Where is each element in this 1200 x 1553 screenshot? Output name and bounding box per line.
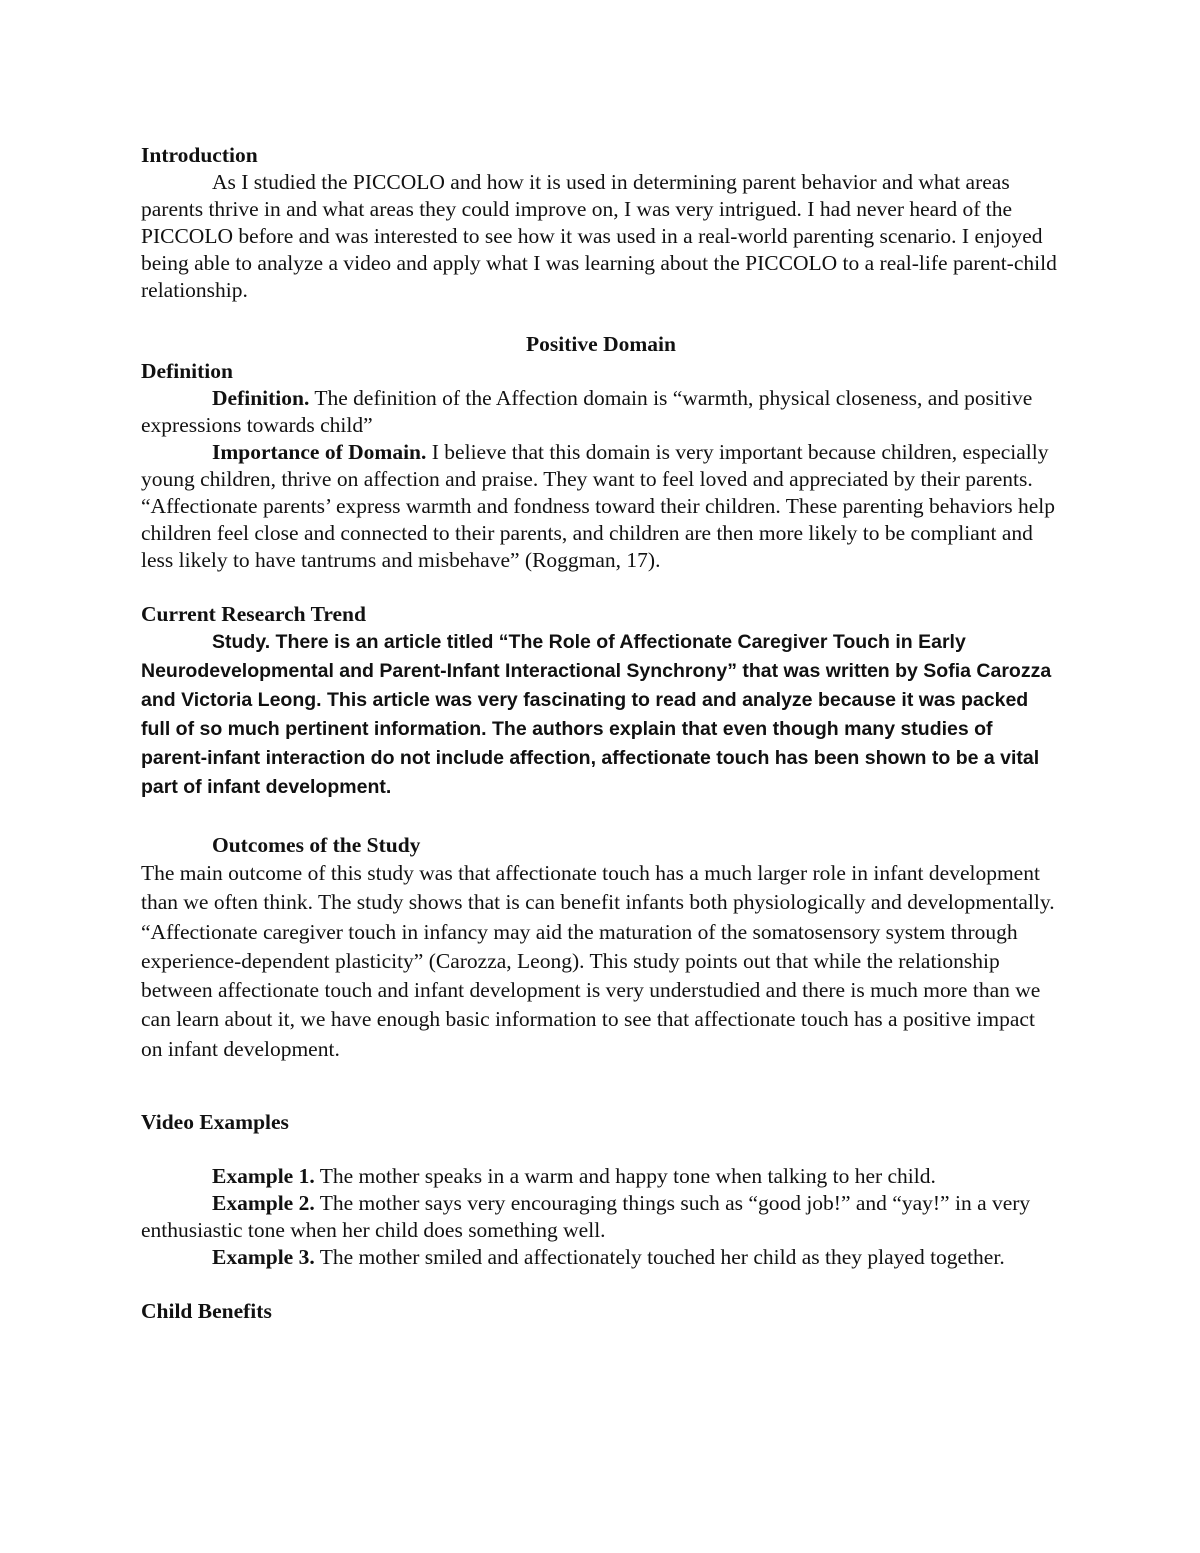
definition-text: The definition of the Affection domain is “warmth, physical closeness, and positive expressions towards child” [141,386,1033,437]
example-1-text: The mother speaks in a warm and happy tone when talking to her child. [314,1164,936,1189]
example-2-text: The mother says very encouraging things such as “good job!” and “yay!” in a very enthusiastic tone when her child does something well. [141,1191,1031,1243]
example-3-label: Example 3. [212,1245,315,1270]
research-trend-heading: Current Research Trend [141,602,366,626]
child-benefits-heading: Child Benefits [141,1299,272,1324]
example-1-label: Example 1. [212,1164,315,1189]
outcomes-paragraph: The main outcome of this study was that affectionate touch has a much larger role in infant development than we often think. The study shows that is can benefit infants both physiologically and developmentally. “Affectionate caregiver touch in infancy may aid the maturation of the somatosensory system through experience-dependent plasticity” (Carozza, Leong). This study points out that while the relationship between affectionate touch and infant development is very understudied and there is much more than we can learn about it, we have enough basic information to see that affectionate touch has a positive impact on infant development. [141,861,1055,1061]
study-paragraph: Study. There is an article titled “The Role of Affectionate Caregiver Touch in Early Neurodevelopmental and Parent-Infant Interactional Synchrony” that was written by Sofia Carozza and Victoria Leong. This article was very fascinating to read and analyze because it was packed full of so much pertinent information. The authors explain that even though many studies of parent-infant interaction do not include affection, affectionate touch has been shown to be a vital part of infant development. [141,631,1052,798]
example-3-text: The mother smiled and affectionately touched her child as they played together. [314,1245,1005,1270]
positive-domain-title: Positive Domain [526,332,676,356]
introduction-paragraph: As I studied the PICCOLO and how it is used in determining parent behavior and what areas parents thrive in and what areas they could improve on, I was very intrigued. I had never heard of the PICCOLO before and was interested to see how it was used in a real-world parenting scenario. I enjoyed being able to analyze a video and apply what I was learning about the PICCOLO to a real-life parent-child relationship. [141,170,1057,302]
importance-paragraph [141,439,1061,574]
example-1-paragraph [141,1163,1061,1190]
definition-label: Definition. [212,386,310,410]
outcomes-heading: Outcomes of the Study [212,833,421,857]
example-2-label: Example 2. [212,1191,315,1216]
importance-text: I believe that this domain is very important because children, especially young children, thrive on affection and praise. They want to feel loved and appreciated by their parents. “Affectionate parents’ express warmth and fondness toward their children. These parenting behaviors help children feel close and connected to their parents, and children are then more likely to be compliant and less likely to have tantrums and misbehave” (Roggman, 17). [141,440,1056,572]
importance-label: Importance of Domain. [212,440,427,464]
definition-paragraph [141,385,1061,439]
example-3-paragraph [141,1244,1061,1271]
definition-heading: Definition [141,359,233,383]
introduction-heading: Introduction [141,143,258,167]
video-examples-heading: Video Examples [141,1110,289,1135]
document-page [141,142,1061,1325]
example-2-paragraph [141,1190,1061,1244]
